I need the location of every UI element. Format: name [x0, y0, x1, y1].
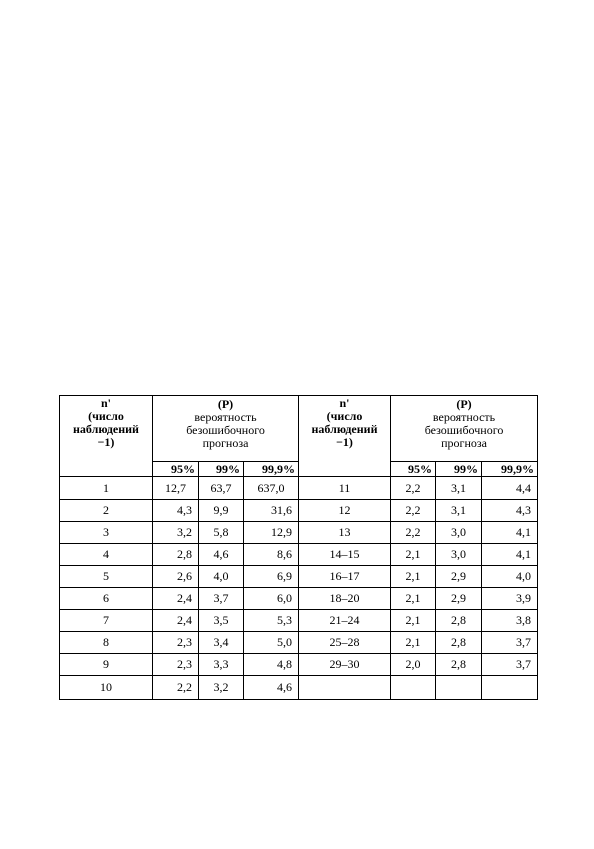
header-n-line3: наблюдений	[73, 422, 139, 436]
cell-95-right: 2,1	[391, 632, 436, 654]
cell-95-right: 2,2	[391, 477, 436, 500]
cell-999-right: 4,4	[482, 477, 538, 500]
cell-95-right: 2,1	[391, 588, 436, 610]
table-row	[60, 654, 538, 676]
header-row	[60, 396, 538, 462]
header-p-symbol: (P)	[456, 397, 472, 411]
percent-99-right: 99%	[436, 462, 482, 477]
header-n-symbol: n'	[339, 396, 350, 410]
cell-n-left: 10	[60, 676, 153, 700]
cell-999-right: 4,1	[482, 544, 538, 566]
cell-99-right: 2,9	[436, 566, 482, 588]
header-p-line4: прогноза	[202, 436, 249, 450]
cell-95-left: 2,3	[153, 654, 199, 676]
percent-99-left: 99%	[199, 462, 244, 477]
cell-n-right: 18–20	[299, 588, 391, 610]
cell-n-right: 14–15	[299, 544, 391, 566]
cell-99-left: 3,5	[199, 610, 244, 632]
cell-99-right: 2,8	[436, 654, 482, 676]
table-row	[60, 500, 538, 522]
cell-95-right: 2,2	[391, 522, 436, 544]
header-p-line4: прогноза	[441, 436, 487, 450]
cell-999-left: 8,6	[244, 544, 299, 566]
table-row	[60, 566, 538, 588]
cell-999-left: 637,0	[244, 477, 299, 500]
header-p-symbol: (P)	[217, 397, 234, 411]
header-n-left	[60, 396, 153, 477]
header-p-right	[391, 396, 538, 462]
header-n-line2: (число	[88, 409, 124, 423]
cell-99-right: 3,0	[436, 544, 482, 566]
cell-95-right: 2,1	[391, 566, 436, 588]
cell-99-left: 9,9	[199, 500, 244, 522]
header-n-right	[299, 396, 391, 477]
table-row	[60, 610, 538, 632]
cell-999-right: 4,0	[482, 566, 538, 588]
cell-999-left: 6,0	[244, 588, 299, 610]
cell-n-left: 4	[60, 544, 153, 566]
cell-999-left: 6,9	[244, 566, 299, 588]
cell-99-right: 2,9	[436, 588, 482, 610]
table-row	[60, 522, 538, 544]
student-t-table	[59, 395, 538, 700]
cell-n-left: 9	[60, 654, 153, 676]
cell-n-left: 7	[60, 610, 153, 632]
cell-999-right: 4,1	[482, 522, 538, 544]
cell-95-right	[391, 676, 436, 700]
percent-95-left: 95%	[153, 462, 199, 477]
cell-999-right: 4,3	[482, 500, 538, 522]
cell-999-left: 5,3	[244, 610, 299, 632]
table-row	[60, 632, 538, 654]
cell-99-left: 3,2	[199, 676, 244, 700]
cell-99-left: 3,3	[199, 654, 244, 676]
cell-n-right: 21–24	[299, 610, 391, 632]
cell-n-left: 8	[60, 632, 153, 654]
cell-99-right: 3,1	[436, 477, 482, 500]
cell-99-left: 4,6	[199, 544, 244, 566]
cell-99-left: 4,0	[199, 566, 244, 588]
cell-95-left: 12,7	[153, 477, 199, 500]
percent-999-left: 99,9%	[244, 462, 299, 477]
cell-99-right: 3,1	[436, 500, 482, 522]
cell-n-left: 3	[60, 522, 153, 544]
table-row	[60, 676, 538, 700]
cell-95-left: 2,6	[153, 566, 199, 588]
header-n-line3: наблюдений	[311, 422, 378, 436]
cell-n-right: 16–17	[299, 566, 391, 588]
cell-999-right: 3,9	[482, 588, 538, 610]
cell-95-left: 2,3	[153, 632, 199, 654]
cell-n-left: 2	[60, 500, 153, 522]
cell-95-right: 2,2	[391, 500, 436, 522]
cell-95-left: 2,8	[153, 544, 199, 566]
cell-95-right: 2,1	[391, 544, 436, 566]
cell-n-right: 11	[299, 477, 391, 500]
cell-999-right: 3,7	[482, 654, 538, 676]
cell-999-left: 4,8	[244, 654, 299, 676]
cell-n-right: 13	[299, 522, 391, 544]
cell-n-right: 25–28	[299, 632, 391, 654]
cell-95-left: 2,4	[153, 588, 199, 610]
cell-99-left: 63,7	[199, 477, 244, 500]
cell-n-left: 1	[60, 477, 153, 500]
cell-95-right: 2,0	[391, 654, 436, 676]
header-n-line4: −1)	[336, 435, 353, 449]
header-p-left	[153, 396, 299, 462]
cell-95-right: 2,1	[391, 610, 436, 632]
cell-999-right: 3,7	[482, 632, 538, 654]
header-p-line2: вероятность	[432, 410, 496, 424]
cell-99-left: 3,7	[199, 588, 244, 610]
table-row	[60, 544, 538, 566]
cell-99-right: 2,8	[436, 610, 482, 632]
cell-999-left: 4,6	[244, 676, 299, 700]
header-n-line4: −1)	[97, 435, 115, 449]
cell-n-left: 5	[60, 566, 153, 588]
cell-999-left: 12,9	[244, 522, 299, 544]
header-n-line2: (число	[326, 409, 363, 423]
table-row	[60, 477, 538, 500]
header-p-line3: безошибочного	[186, 423, 265, 437]
cell-99-right	[436, 676, 482, 700]
cell-999-right: 3,8	[482, 610, 538, 632]
cell-99-right: 3,0	[436, 522, 482, 544]
cell-99-right: 2,8	[436, 632, 482, 654]
cell-n-right	[299, 676, 391, 700]
cell-n-right: 12	[299, 500, 391, 522]
table-row	[60, 588, 538, 610]
percent-999-right: 99,9%	[482, 462, 538, 477]
cell-n-right: 29–30	[299, 654, 391, 676]
cell-95-left: 2,2	[153, 676, 199, 700]
header-p-line2: вероятность	[194, 410, 257, 424]
cell-999-right	[482, 676, 538, 700]
percent-95-right: 95%	[391, 462, 436, 477]
header-n-symbol: n'	[100, 396, 111, 410]
header-p-line3: безошибочного	[424, 423, 504, 437]
cell-95-left: 2,4	[153, 610, 199, 632]
cell-999-left: 5,0	[244, 632, 299, 654]
cell-n-left: 6	[60, 588, 153, 610]
cell-95-left: 3,2	[153, 522, 199, 544]
cell-99-left: 5,8	[199, 522, 244, 544]
cell-99-left: 3,4	[199, 632, 244, 654]
cell-95-left: 4,3	[153, 500, 199, 522]
cell-999-left: 31,6	[244, 500, 299, 522]
